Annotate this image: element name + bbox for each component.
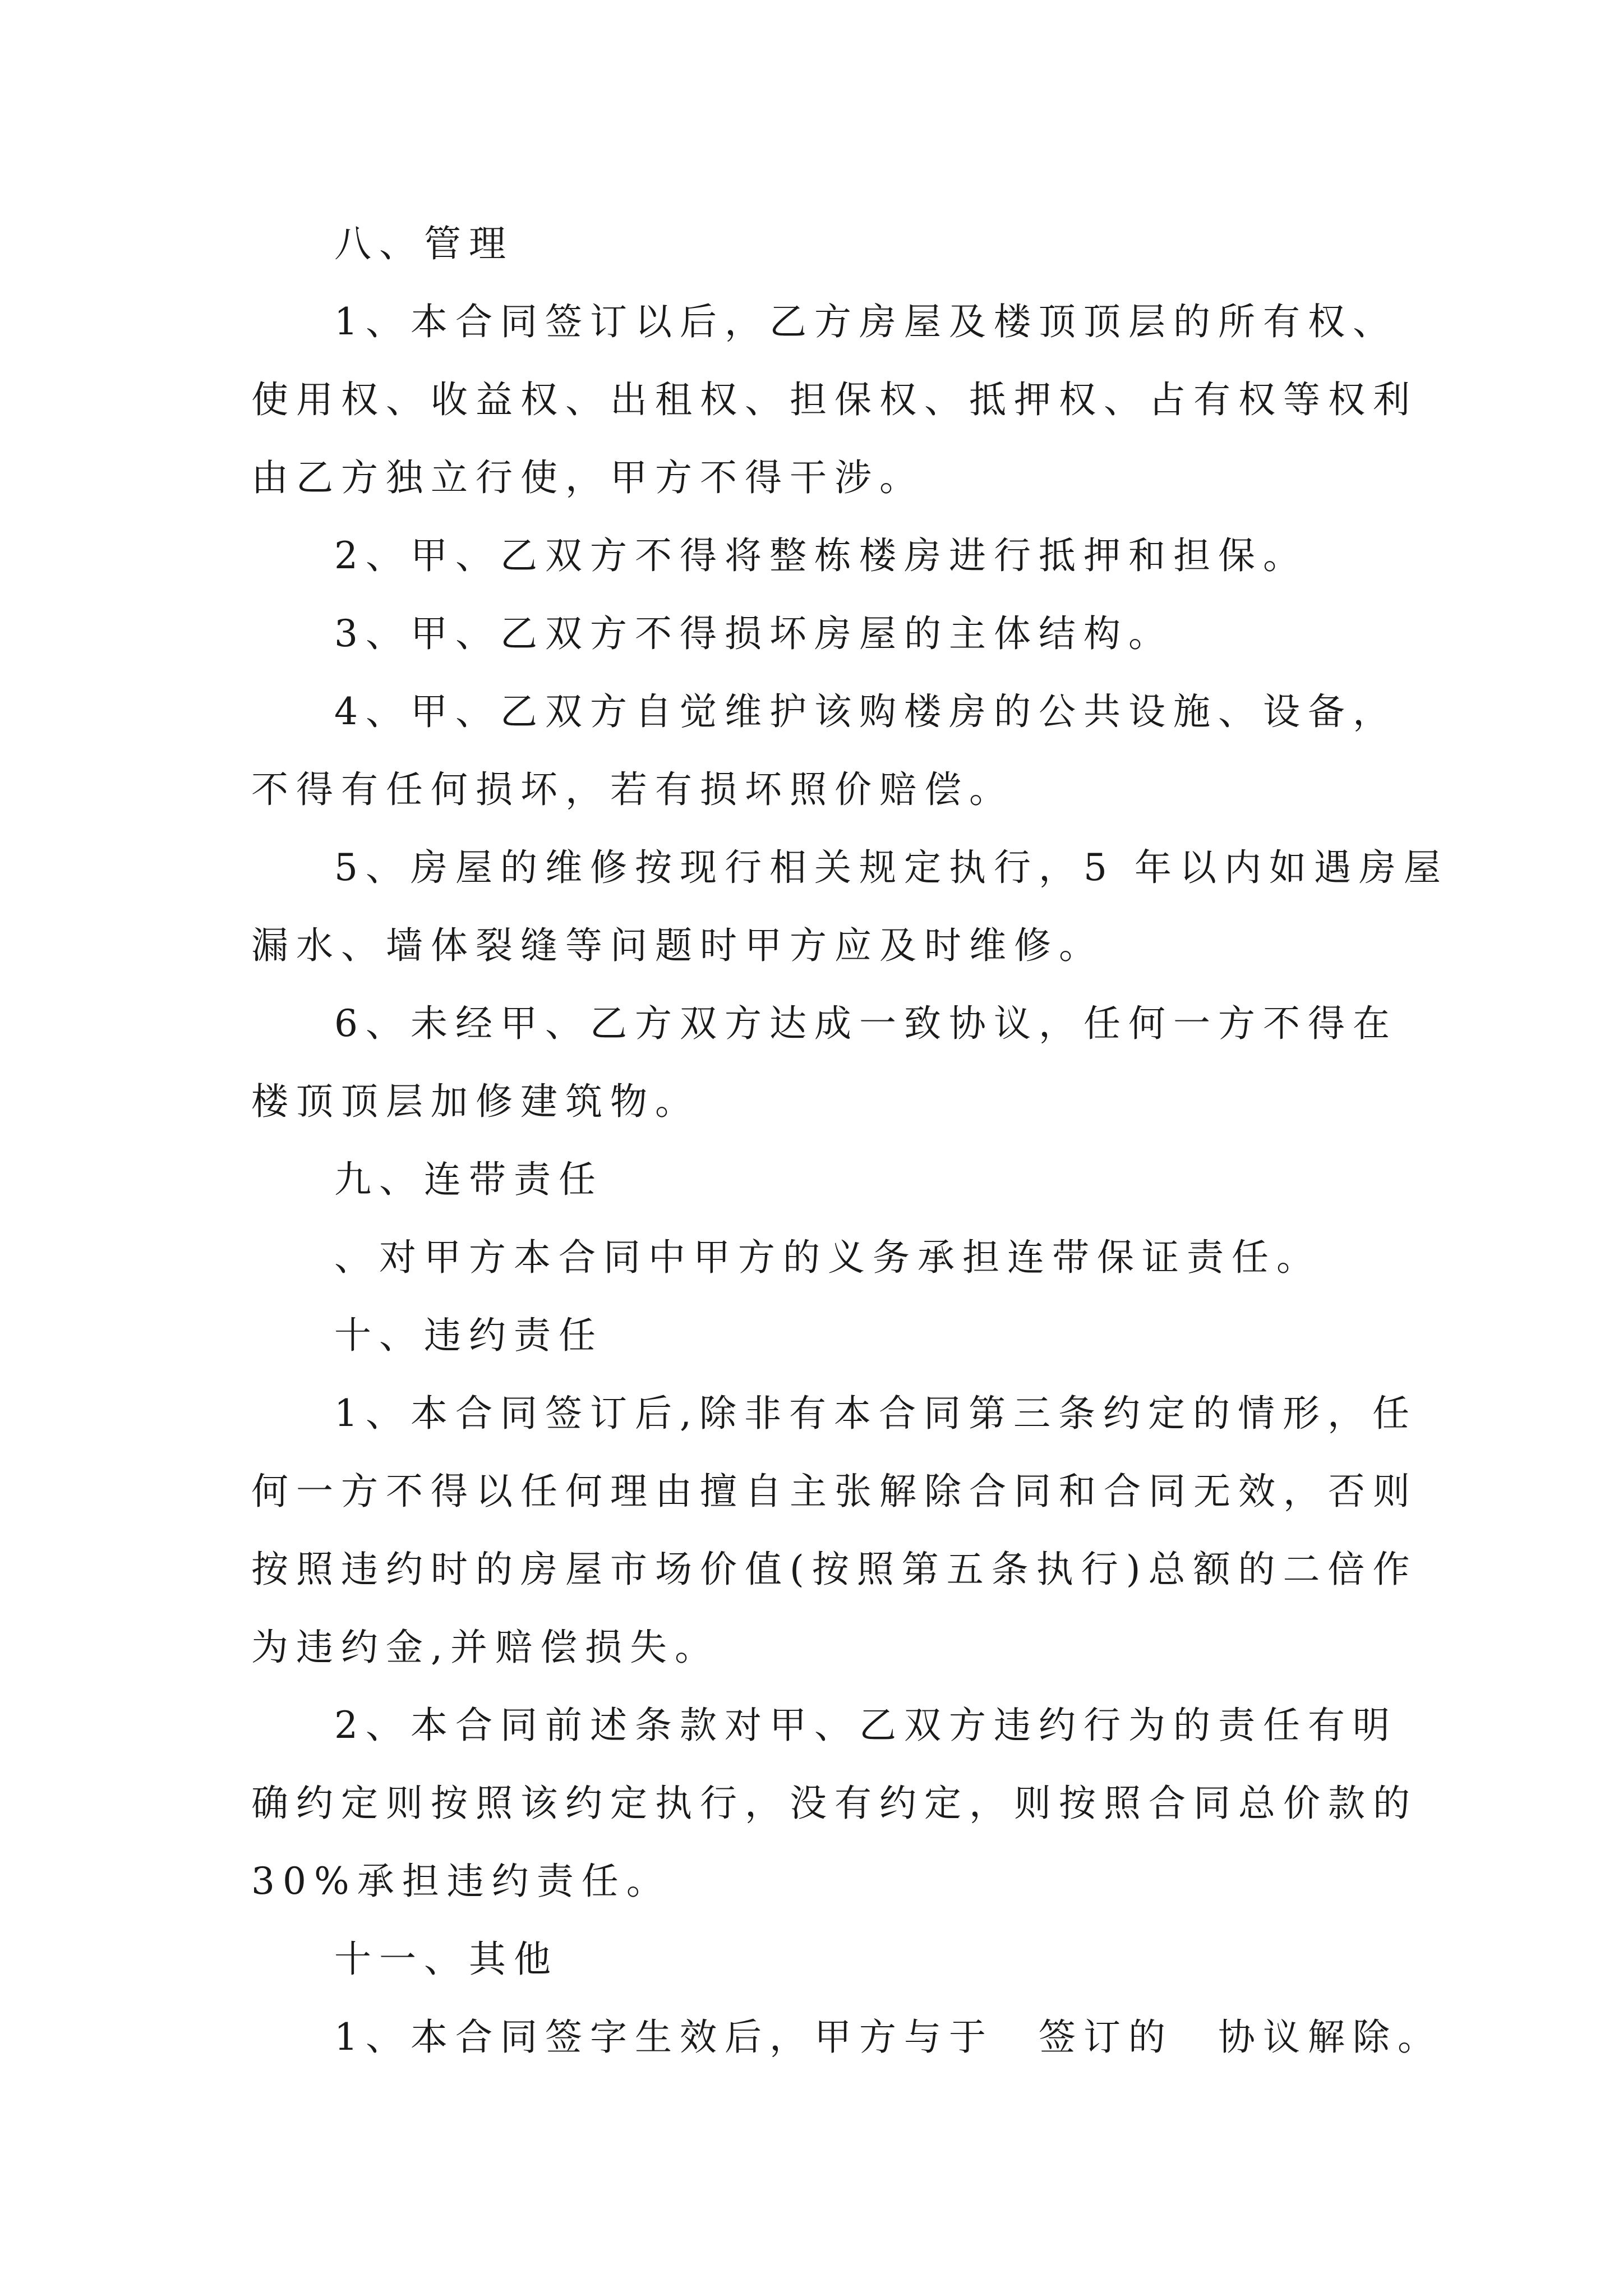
paragraph-line: 2、甲、乙双方不得将整栋楼房进行抵押和担保。	[334, 534, 1308, 577]
paragraph-line: 2、本合同前述条款对甲、乙双方违约行为的责任有明	[334, 1704, 1398, 1747]
paragraph-line: 按照违约时的房屋市场价值(按照第五条执行)总额的二倍作	[251, 1548, 1418, 1591]
paragraph-line: 、对甲方本合同中甲方的义务承担连带保证责任。	[334, 1236, 1321, 1279]
paragraph-line: 30%承担违约责任。	[251, 1860, 671, 1903]
paragraph-line: 确约定则按照该约定执行，没有约定，则按照合同总价款的	[251, 1782, 1418, 1825]
paragraph-line: 1、本合同签订后,除非有本合同第三条约定的情形，任	[334, 1392, 1417, 1435]
paragraph-line: 不得有任何损坏，若有损坏照价赔偿。	[251, 768, 1014, 811]
paragraph-line: 5、房屋的维修按现行相关规定执行，5 年以内如遇房屋	[334, 846, 1449, 889]
paragraph-line: 使用权、收益权、出租权、担保权、抵押权、占有权等权利	[251, 378, 1418, 421]
paragraph-line: 由乙方独立行使，甲方不得干涉。	[251, 456, 924, 499]
paragraph-line: 1、本合同签订以后，乙方房屋及楼顶顶层的所有权、	[334, 300, 1398, 343]
paragraph-line: 6、未经甲、乙方双方达成一致协议，任何一方不得在	[334, 1002, 1398, 1045]
paragraph-line: 楼顶顶层加修建筑物。	[251, 1080, 700, 1123]
paragraph-line: 4、甲、乙双方自觉维护该购楼房的公共设施、设备，	[334, 690, 1398, 733]
section-heading-management: 八、管理	[334, 222, 514, 265]
paragraph-line: 3、甲、乙双方不得损坏房屋的主体结构。	[334, 612, 1173, 655]
paragraph-line: 何一方不得以任何理由擅自主张解除合同和合同无效，否则	[251, 1470, 1418, 1513]
section-heading-breach-liability: 十、违约责任	[334, 1314, 603, 1357]
paragraph-line: 为违约金,并赔偿损失。	[251, 1626, 720, 1669]
section-heading-other: 十一、其他	[334, 1938, 559, 1981]
section-heading-joint-liability: 九、连带责任	[334, 1158, 603, 1201]
paragraph-line: 1、本合同签字生效后，甲方与于 签订的 协议解除。	[334, 2016, 1442, 2059]
paragraph-line: 漏水、墙体裂缝等问题时甲方应及时维修。	[251, 924, 1104, 967]
